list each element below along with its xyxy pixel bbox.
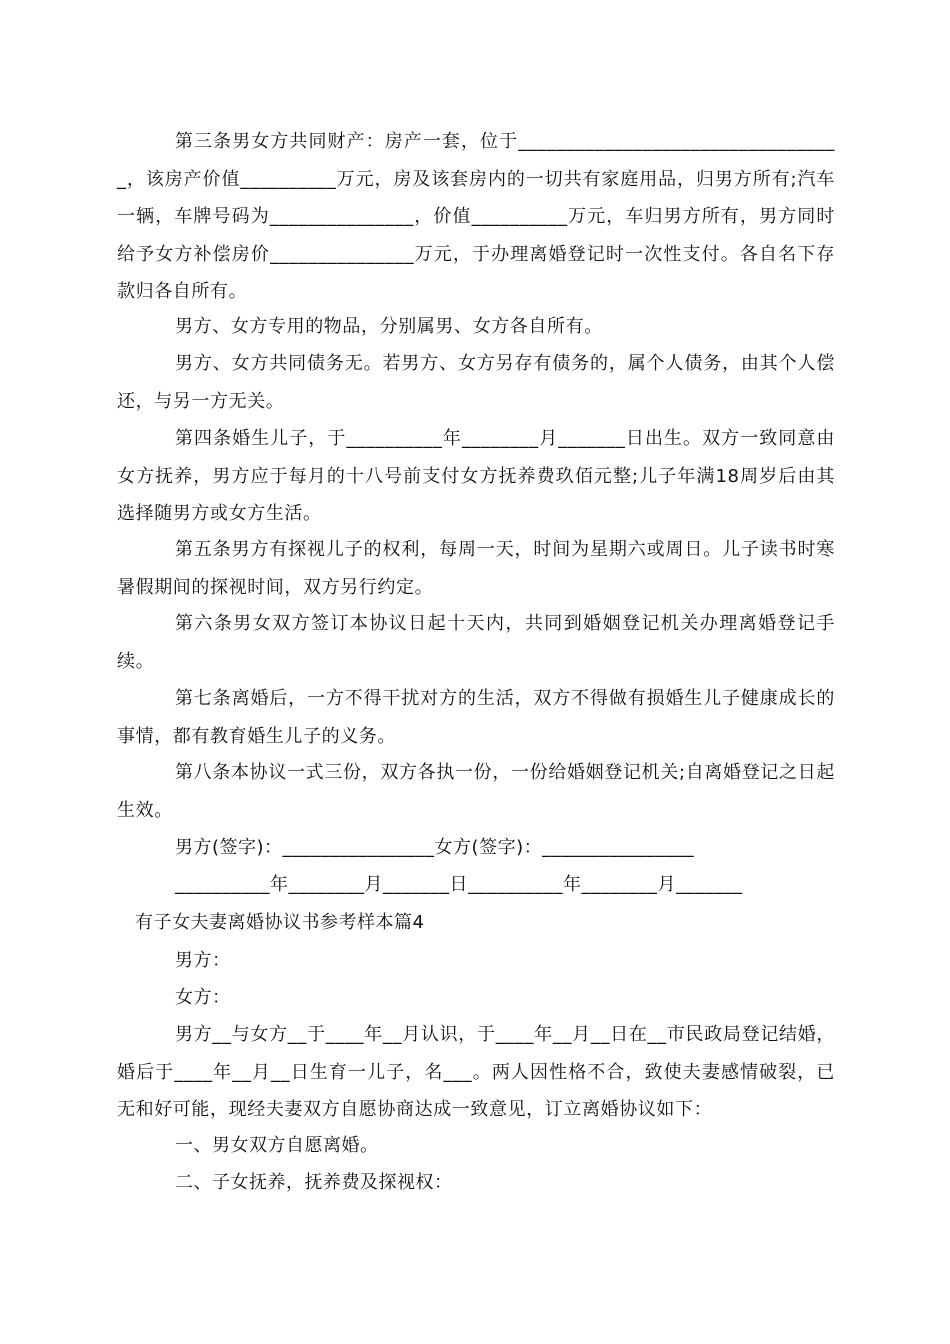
- clause-1: 一、男女双方自愿离婚。: [175, 1135, 379, 1156]
- signature-line: 男方(签字)：________________女方(签字)：________________: [175, 837, 695, 858]
- date-line: __________年________月_______日__________年________月_______: [175, 874, 743, 895]
- article-5-paragraph: 第五条男方有探视儿子的权利，每周一天，时间为星期六或周日。儿子读书时寒暑假期间的探视时间，双方另行约定。: [117, 539, 835, 598]
- article-4-paragraph: 第四条婚生儿子，于__________年________月_______日出生。双方一致同意由女方抚养，男方应于每月的十八号前支付女方抚养费玖佰元整;儿子年满18周岁后由其选择随男方或女方生活。: [117, 428, 835, 524]
- article-8-paragraph: 第八条本协议一式三份，双方各执一份，一份给婚姻登记机关;自离婚登记之日起生效。: [117, 762, 835, 821]
- intro-paragraph: 男方__与女方__于____年__月认识，于____年__月__日在__市民政局登记结婚，婚后于____年__月__日生育一儿子，名___。两人因性格不合，致使夫妻感情破裂，已无和好可能，现经夫妻双方自愿协商达成一致意见，订立离婚协议如下：: [117, 1024, 835, 1120]
- section-title: 有子女夫妻离婚协议书参考样本篇4: [135, 912, 425, 933]
- party-male-label: 男方：: [175, 950, 231, 971]
- clause-2: 二、子女抚养，抚养费及探视权：: [175, 1172, 453, 1193]
- debts-paragraph: 男方、女方共同债务无。若男方、女方另存有债务的，属个人债务，由其个人偿还，与另一方无关。: [117, 353, 835, 412]
- article-3-paragraph: 第三条男女方共同财产：房产一套，位于__________________________________，该房产价值__________万元，房及该套房内的一切共有家庭用品，归男方所有;汽车一辆，车牌号码为_______________，价值__________万元，车归男方所有，男方同时给予女方补偿房价_______________万元，于办理离婚登记时一次性支付。各自名下存款归各自所有。: [117, 131, 835, 302]
- article-6-paragraph: 第六条男女双方签订本协议日起十天内，共同到婚姻登记机关办理离婚登记手续。: [117, 613, 835, 672]
- article-7-paragraph: 第七条离婚后，一方不得干扰对方的生活，双方不得做有损婚生儿子健康成长的事情，都有教育婚生儿子的义务。: [117, 688, 835, 747]
- personal-items-paragraph: 男方、女方专用的物品，分别属男、女方各自所有。: [175, 316, 603, 337]
- party-female-label: 女方：: [175, 987, 231, 1008]
